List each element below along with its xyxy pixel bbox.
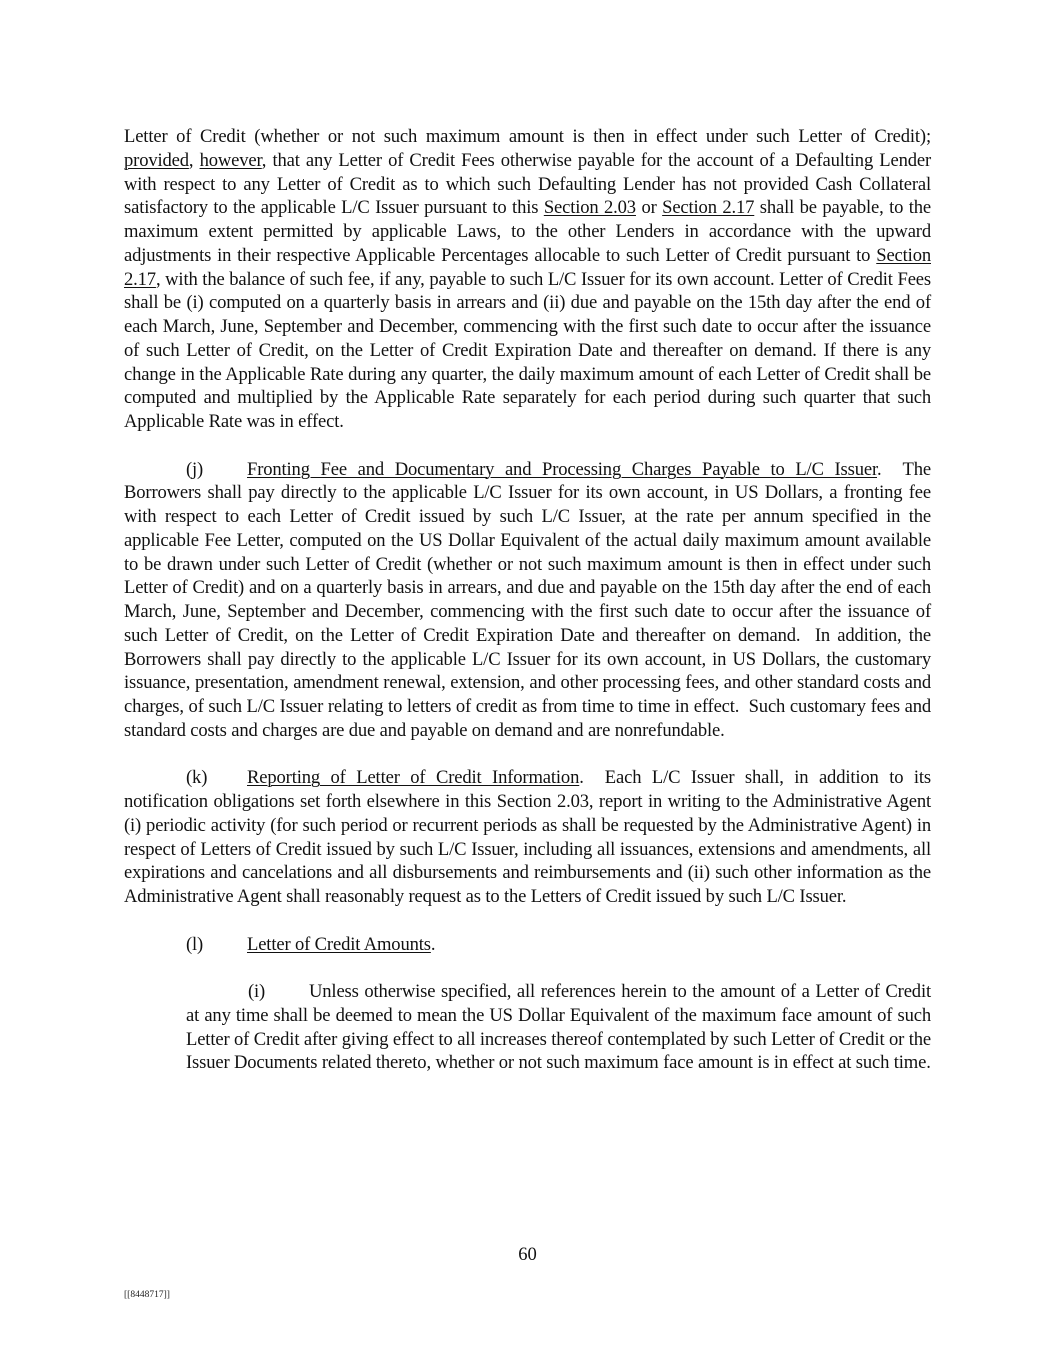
section-label: (k) xyxy=(186,767,208,789)
document-body xyxy=(124,125,936,1075)
section-reference-2-17: Section 2.17 xyxy=(662,197,755,219)
section-heading: Reporting of Letter of Credit Information xyxy=(247,767,580,789)
continuation-paragraph: Letter of Credit (whether or not such maximum amount is then in effect under such Letter of Credit); provided, however, that any Letter of Credit Fees otherwise payable for the account of a Defaulting Lender with respect to any Letter of Credit as to which such Defaulting Lender has not provided Cash Collateral satisfactory to the applicable L/C Issuer pursuant to this Section 2.03 or Section 2.17 shall be payable, to the maximum extent permitted by applicable Laws, to the other Lenders in accordance with the upward adjustments in their respective Applicable Percentages allocable to such Letter of Credit pursuant to Section 2.17, with the balance of such fee, if any, payable to such L/C Issuer for its own account. Letter of Credit Fees shall be (i) computed on a quarterly basis in arrears and (ii) due and payable on the 15th day after the end of each March, June, September and December, commencing with the first such date to occur after the issuance of such Letter of Credit, on the Letter of Credit Expiration Date and thereafter on demand. If there is any change in the Applicable Rate during any quarter, the daily maximum amount of each Letter of Credit shall be computed and multiplied by the Applicable Rate separately for each period during such quarter that such Applicable Rate was in effect. xyxy=(124,126,932,432)
section-l: (l) Letter of Credit Amounts. xyxy=(186,933,436,955)
page-number: 60 xyxy=(518,1244,537,1265)
section-reference-2-17: Section 2.17 xyxy=(124,244,931,290)
however-term: however xyxy=(199,149,262,171)
section-body: Each L/C Issuer shall, in addition to its notification obligations set forth elsewhere in this Section 2.03, report in writing to the Administrative Agent (i) periodic activity (for such period or recurrent periods as shall be requested by the Administrative Agent) in respect of Letters of Credit issued by such L/C Issuer, including all issuances, extensions and amendments, all expirations and cancelations and all disbursements and reimbursements and (ii) such other information as the Administrative Agent shall reasonably request as to the Letters of Credit issued by such L/C Issuer. xyxy=(124,767,936,907)
subsection-label: (i) xyxy=(248,981,266,1002)
section-j: (j) Fronting Fee and Documentary and Processing Charges Payable to L/C Issuer. The Borrowers shall pay directly to the applicable L/C Issuer for its own account, in US Dollars, a fronting fee with respect to each Letter of Credit issued by such L/C Issuer, at the rate per annum specified in the applicable Fee Letter, computed on the US Dollar Equivalent of the actual daily maximum amount available to be drawn under such Letter of Credit (whether or not such maximum amount is then in effect under such Letter of Credit) and on a quarterly basis in arrears, and due and payable on the 15th day after the end of each March, June, September and December, commencing with the first such date to occur after the issuance of such Letter of Credit, on the Letter of Credit Expiration Date and thereafter on demand. In addition, the Borrowers shall pay directly to the applicable L/C Issuer for its own account, in US Dollars, the customary issuance, presentation, amendment renewal, extension, and other processing fees, and other standard costs and charges, of such L/C Issuer relating to letters of credit as from time to time in effect. Such customary fees and standard costs and charges are due and payable on demand and are nonrefundable. xyxy=(124,458,936,741)
section-body: The Borrowers shall pay directly to the applicable L/C Issuer for its own account, in US Dollars, a fronting fee with respect to each Letter of Credit issued by such L/C Issuer, at the rate per annum specified in the applicable Fee Letter, computed on the US Dollar Equivalent of the actual daily maximum amount available to be drawn under such Letter of Credit (whether or not such maximum amount is then in effect under such Letter of Credit) and on a quarterly basis in arrears, and due and payable on the 15th day after the end of each March, June, September and December, commencing with the first such date to occur after the issuance of such Letter of Credit, on the Letter of Credit Expiration Date and thereafter on demand. In addition, the Borrowers shall pay directly to the applicable L/C Issuer for its own account, in US Dollars, the customary issuance, presentation, amendment renewal, extension, and other processing fees, and other standard costs and charges, of such L/C Issuer relating to letters of credit as from time to time in effect. Such customary fees and standard costs and charges are due and payable on demand and are nonrefundable. xyxy=(124,458,936,741)
document-id: [[8448717]] xyxy=(124,1290,170,1300)
section-label: (j) xyxy=(186,458,204,480)
section-label: (l) xyxy=(186,933,204,955)
section-reference-2-03: Section 2.03 xyxy=(543,197,636,219)
section-k: (k) Reporting of Letter of Credit Information. Each L/C Issuer shall, in addition to its notification obligations set forth elsewhere in this Section 2.03, report in writing to the Administrative Agent (i) periodic activity (for such period or recurrent periods as shall be requested by the Administrative Agent) in respect of Letters of Credit issued by such L/C Issuer, including all issuances, extensions and amendments, all expirations and cancelations and all disbursements and reimbursements and (ii) such other information as the Administrative Agent shall reasonably request as to the Letters of Credit issued by such L/C Issuer. xyxy=(124,767,936,907)
section-heading: Fronting Fee and Documentary and Processing Charges Payable to L/C Issuer xyxy=(247,458,877,480)
section-heading: Letter of Credit Amounts xyxy=(247,933,431,955)
provided-term: provided xyxy=(124,149,189,171)
section-l-i xyxy=(124,980,931,1075)
subsection-body: Unless otherwise specified, all references herein to the amount of a Letter of Credit at any time shall be deemed to mean the US Dollar Equivalent of the maximum face amount of such Letter of Credit after giving effect to all increases thereof contemplated by such Letter of Credit or the Issuer Documents related thereto, whether or not such maximum face amount is in effect at such time. xyxy=(186,981,931,1074)
